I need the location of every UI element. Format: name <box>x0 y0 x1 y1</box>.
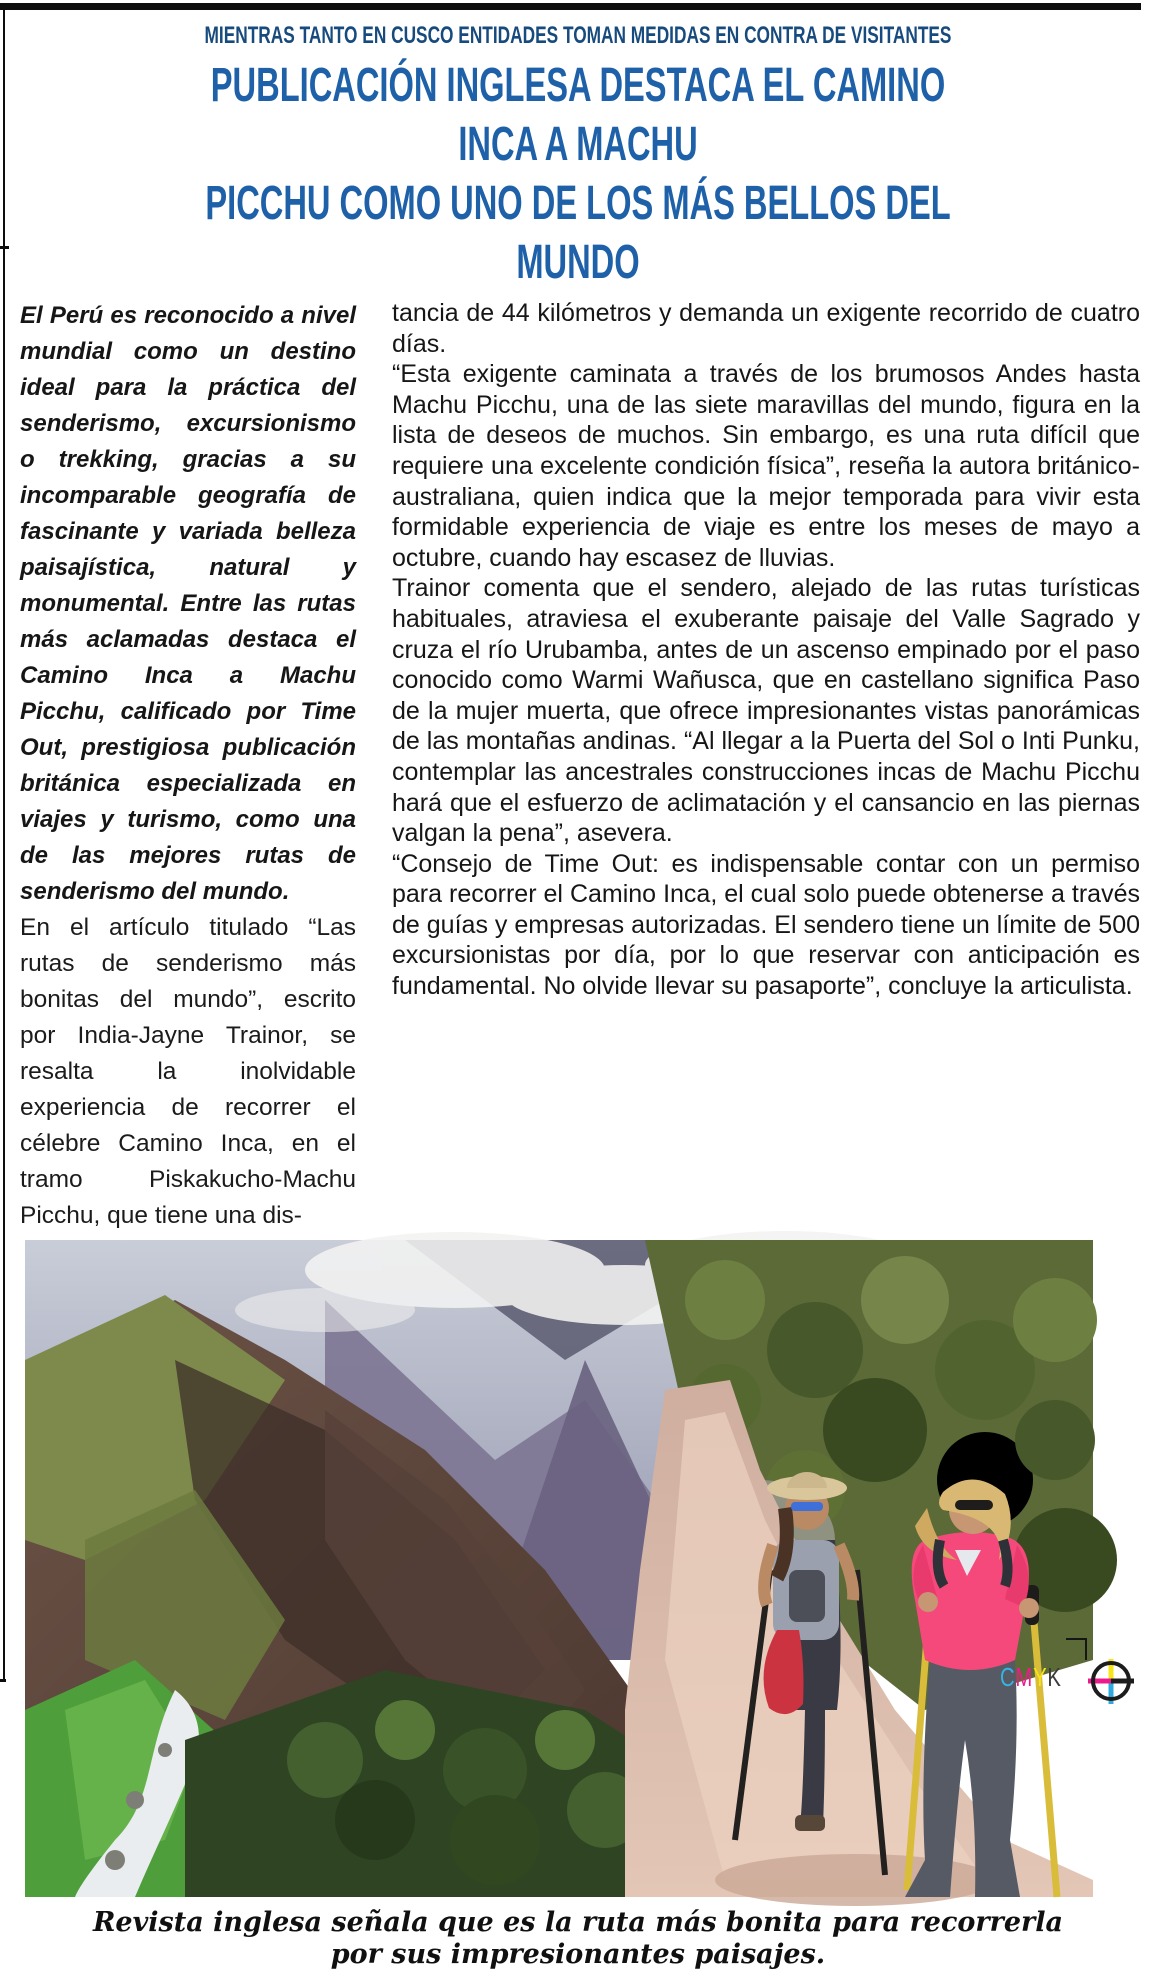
article-body <box>0 292 1156 1234</box>
hand <box>1019 1598 1039 1618</box>
trail-shadow <box>715 1854 995 1906</box>
left-margin-tick <box>0 246 9 249</box>
hand <box>918 1592 938 1612</box>
headline-line-2: PICCHU COMO UNO DE LOS MÁS BELLOS DEL MUNDO <box>205 177 951 289</box>
backpack-strap <box>1003 1540 1008 1586</box>
right-column <box>392 298 1140 1002</box>
inca-trail-photo-illustration <box>25 1240 1093 1897</box>
left-margin-bottom-tick <box>0 1679 6 1682</box>
left-column <box>20 298 356 1234</box>
right-paragraph-1: tancia de 44 kilómetros y demanda un exigente recorrido de cuatro días. <box>392 299 1140 358</box>
cmyk-letter-k: K <box>1047 1662 1062 1692</box>
left-second-paragraph: En el artículo titulado “Las rutas de senderismo más bonitas del mundo”, escrito por India-Jayne Trainor, se resalta la inolvidable experiencia de recorrer el célebre Camino Inca, en el tramo Piskakucho-Machu Picchu, que tiene una dis- <box>20 914 356 1229</box>
cmyk-letter-m: M <box>1015 1662 1034 1692</box>
camera-bag <box>789 1570 825 1622</box>
right-paragraph-3: Trainor comenta que el sendero, alejado de las rutas turísticas habituales, atraviesa el exuberante paisaje del Valle Sagrado y cruza el río Urubamba, antes de un ascenso empinado por el paso conocido como Warmi Wañusca, que en castellano significa Paso de la mujer muerta, que ofrece impresionantes vistas panorámicas de las montañas andinas. “Al llegar a la Puerta del Sol o Inti Punku, contemplar las ancestrales construcciones incas de Machu Picchu hará que el esfuerzo de aclimatación y el cansancio en las piernas valgan la pena”, asevera. <box>392 574 1140 848</box>
cmyk-letter-y: Y <box>1033 1662 1048 1692</box>
boot <box>795 1815 825 1831</box>
cmyk-letter-c: C <box>1000 1662 1016 1692</box>
right-paragraph-4: “Consejo de Time Out: es indispensable contar con un permiso para recorrer el Camino Inca, el cual solo puede obtenerse a través de guías y empresas autorizadas. El sendero tiene un límite de 500 excursionistas por día, por lo que reservar con anticipación es fundamental. No olvide llevar su pasaporte”, concluye la articulista. <box>392 849 1140 1001</box>
article-header <box>0 0 1156 292</box>
top-border-rule <box>0 3 1141 10</box>
article-photo <box>25 1240 1093 1897</box>
left-border-rule <box>3 10 5 1682</box>
lead-paragraph: El Perú es reconocido a nivel mundial como un destino ideal para la práctica del senderismo, excursionismo o trekking, gracias a su incomparable geografía de fascinante y variada belleza paisajística, natural y monumental. Entre las rutas más aclamadas destaca el Camino Inca a Machu Picchu, calificado por Time Out, prestigiosa publicación británica especializada en viajes y turismo, como una de las mejores rutas de senderismo del mundo. <box>20 302 356 905</box>
registration-mark-icon <box>1088 1658 1134 1704</box>
sunglasses <box>955 1500 993 1510</box>
headline-line-1: PUBLICACIÓN INGLESA DESTACA EL CAMINO INCA A MACHU <box>210 59 946 171</box>
right-paragraph-2: “Esta exigente caminata a través de los brumosos Andes hasta Machu Picchu, una de las siete maravillas del mundo, figura en la lista de deseos de muchos. Sin embargo, es una ruta difícil que requiere una excelente condición física”, reseña la autora británico-australiana, quien indica que la mejor temporada para vivir esta formidable experiencia de viaje es entre los meses de mayo a octubre, cuando hay escasez de lluvias. <box>392 360 1140 572</box>
kicker-line: MIENTRAS TANTO EN CUSCO ENTIDADES TOMAN MEDIDAS EN CONTRA DE VISITANTES <box>204 22 952 49</box>
sunglasses <box>791 1502 823 1511</box>
cmyk-label <box>1000 1664 1062 1690</box>
crop-corner-mark <box>1066 1638 1087 1660</box>
photo-caption: Revista inglesa señala que es la ruta más bonita para recorrerla por sus impresionantes paisajes. <box>92 1907 1064 1970</box>
